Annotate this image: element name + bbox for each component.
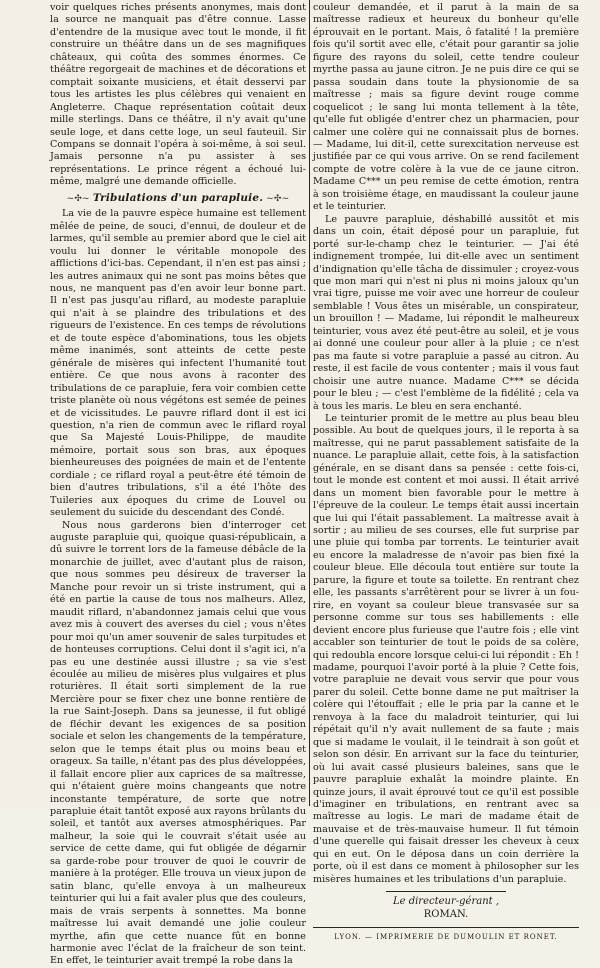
left-column: [50, 2, 306, 967]
signature-prefix: Le directeur-gérant ,: [392, 896, 500, 908]
signature-name: ROMAN.: [423, 908, 469, 920]
article-paragraph-2: Nous nous garderons bien d'interroger cet auguste parapluie qui, quoique quasi-républicain, a dû suivre le torrent lors de la fameuse débâcle de la monarchie de juillet, avec d'autant plus de raison, que nous sommes peu désireux de traverser la Manche pour revoir un si triste instrument, qui a été en partie la cause de tous nos malheurs. Allez, maudit riflard, n'abandonnez jamais celui que vous avez mis à couvert des averses du ciel ; vous n'êtes pour moi qu'un amer souvenir de sales turpitudes et de honteuses corruptions. Celui dont il s'agit ici, n'a pas eu une destinée aussi illustre ; sa vie s'est écoulée au milieu de misères plus vulgaires et plus roturières. Il était sorti simplement de la rue Mercière pour se fixer chez une bonne rentière de la rue Saint-Joseph. Dans sa jeunesse, il fut obligé de fléchir devant les exigences de sa position sociale et selon les changements de la température, selon que le temps était plus ou moins beau et orageux. Sa taille, n'étant pas des plus développées, il fallait encore plier aux caprices de sa maîtresse, qui n'étaient guère moins changeants que notre inconstante température, de sorte que notre parapluie était tantôt exposé aux rayons brûlants du soleil, et tantôt aux averses atmosphériques. Par malheur, la soie qui le couvrait s'était usée au service de cette dame, qui fut obligée de dégarnir sa garde-robe pour trouver de quoi le couvrir de manière à la protéger. Elle trouva un vieux jupon de satin blanc, qu'elle envoya à un malheureux teinturier qui lui a fait avaler plus que des couleurs, mais de vrais serpents à sonnettes. Ma bonne maîtresse lui avait demandé une jolie couleur myrthe, afin que cette nuance fût en bonne harmonie avec l'éclat de la fraîcheur de son teint. En effet, le teinturier avait trempé la robe dans la: [50, 519, 306, 967]
article-paragraph-3: Le pauvre parapluie, déshabillé aussitôt et mis dans un coin, était déposé pour un parapluie, fut porté sur-le-champ chez le teinturier. — J'ai été indignement trompée, lui dit-elle avec un sentiment d'indignation qu'elle tâcha de dissimuler ; croyez-vous que mon mari qui n'est ni plus ni moins jaloux qu'un vrai tigre, puisse me voir avec une horreur de couleur semblable ! Vous êtes un misérable, un conspirateur, un brouillon ! — Madame, lui répondit le malheureux teinturier, vous avez été peut-être au soleil, et je vous ai donné une couleur pour aller à la pluie ; ce n'est pas ma faute si votre parapluie a passé au citron. Au reste, il est facile de vous contenter ; mais il vous faut choisir une autre nuance. Madame C*** se décida pour le bleu ; — c'est l'emblème de la fidélité ; cela va à tous les maris. Le bleu en sera enchanté.: [313, 213, 579, 412]
article-title: Tribulations d'un parapluie.: [92, 191, 264, 204]
column-divider: [309, 0, 310, 806]
article-paragraph-1: La vie de la pauvre espèce humaine est tellement mêlée de peine, de souci, d'ennui, de douleur et de larmes, qu'il semble au premier abord que le ciel ait voulu lui donner le véritable monopole des afflictions d'ici-bas. Cependant, il n'en est pas ainsi ; les autres animaux qui ne sont pas moins bêtes que nous, ne manquent pas d'en avoir leur bonne part. Il n'est pas jusqu'au riflard, au modeste parapluie qui n'ait à se plaindre des tribulations et des rigueurs de l'existence. En ces temps de révolutions et de toute espèce d'abominations, tous les objets même inanimés, sont atteints de cette peste générale de misères qui infectent l'humanité tout entière. Ce que nous avons à raconter des tribulations de ce parapluie, fera voir combien cette triste planète où nous végétons est semée de peines et de vicissitudes. Le pauvre riflard dont il est ici question, n'a rien de commun avec le riflard royal que Sa Majesté Louis-Philippe, de maudite mémoire, portait sous son bras, aux époques bienheureuses des poignées de main et de l'entente cordiale ; ce riflard royal a peut-être été témoin de bien d'autres tribulations, s'il a été l'hôte des Tuileries aux époques du crime de Louvel ou seulement du suicide du descendant des Condé.: [50, 208, 306, 519]
right-paragraph-continued: couleur demandée, et il parut à la main de sa maîtresse radieux et heureux du bonheur qu'elle éprouvait en le portant. Mais, ô fatalité ! la première fois qu'il sortit avec elle, c'était pour garantir sa jolie figure des rayons du soleil, cette tendre couleur myrthe passa au jaune citron. Je ne puis dire ce qui se passa soudain dans toute la physionomie de sa maîtresse ; mais sa figure devint rouge comme coquelicot ; le sang lui monta tellement à la tête, qu'elle fut obligée d'entrer chez un pharmacien, pour calmer une colère qui ne connaissait plus de bornes. — Madame, lui dit-il, cette surexcitation nerveuse est justifiée par ce qui vous arrive. On se rend facilement compte de votre colère à la vue de ce jaune citron. Madame C*** un peu remise de cette émotion, rentra à son troisième étage, en maudissant la couleur jaune et le teinturier.: [313, 2, 579, 213]
right-column: [313, 2, 579, 942]
ornament-right-icon: ~✣~: [263, 193, 290, 204]
left-paragraph-continued: voir quelques riches présents anonymes, mais dont la source ne manquait pas d'être connue. Lasse d'entendre de la musique avec tout le monde, il fit construire un théâtre dans un de ses magnifiques châteaux, qui coûta des sommes énormes. Ce théâtre regorgeait de machines et de décorations et comptait soixante musiciens, et était desservi par tous les artistes les plus célèbres qui venaient en Angleterre. Chaque représentation coûtait deux mille sterlings. Dans ce théâtre, il n'y avait qu'une seule loge, et dans cette loge, un seul fauteuil. Sir Compans se donnait l'opéra à soi-même, à soi seul. Jamais personne n'a pu assister à ses représentations. Le prince régent a échoué lui-même, malgré une demande officielle.: [50, 2, 306, 188]
article-heading: [50, 192, 306, 205]
editor-signature: [386, 891, 506, 921]
printer-imprint: LYON. — IMPRIMERIE DE DUMOULIN ET RONET.: [313, 927, 579, 943]
ornament-left-icon: ~✣~: [66, 193, 93, 204]
article-paragraph-4: Le teinturier promit de le mettre au plus beau bleu possible. Au bout de quelques jours, il le reporta à sa maîtresse, qui ne parut passablement satisfaite de la nuance. Le parapluie allait, cette fois, à la satisfaction générale, en se disant dans sa pensée : cette fois-ci, tout le monde est content et moi aussi. Il était arrivé dans un moment bien favorable pour le mettre à l'épreuve de la couleur. Le temps était aussi incertain que lui qui l'était passablement. La maîtresse avait à sortir ; au milieu de ses courses, elle fut surprise par une pluie qui tomba par torrents. Le teinturier avait eu encore la maladresse de n'avoir pas bien fixé la couleur bleue. Elle découla tout entière sur toute la parure, la figure et toute sa toilette. En rentrant chez elle, les passants s'arrêtèrent pour se livrer à un fou-rire, en voyant sa couleur bleue transvasée sur sa personne comme sur tous ses habillements : elle devient encore plus furieuse que l'autre fois ; elle vint accabler son teinturier de tout le poids de sa colère, qui redoubla encore lorsque celui-ci lui répondit : Eh ! madame, pourquoi l'avoir porté à la pluie ? Cette fois, votre parapluie ne devait vous servir que pour vous parer du soleil. Cette bonne dame ne put maîtriser la colère qui l'étouffait ; elle le pria par la canne et le renvoya à la face du maladroit teinturier, qui lui répétait qu'il n'y avait nullement de sa faute ; mais que si madame le voulait, il le teindrait à son goût et selon son désir. En arrivant sur la face du teinturier, où lui avait cassé plusieurs baleines, sans que le pauvre parapluie exhalât la moindre plainte. En quinze jours, il avait éprouvé tout ce qu'il est possible d'imaginer en tribulations, en rentrant avec sa maîtresse au logis. Le mari de madame était de mauvaise et de très-mauvaise humeur. Il fut témoin d'une querelle qui faisait dresser les cheveux à ceux qui en eut. On le déposa dans un coin derrière la porte, où il est dans ce moment à philosopher sur les misères humaines et les tribulations d'un parapluie.: [313, 412, 579, 885]
